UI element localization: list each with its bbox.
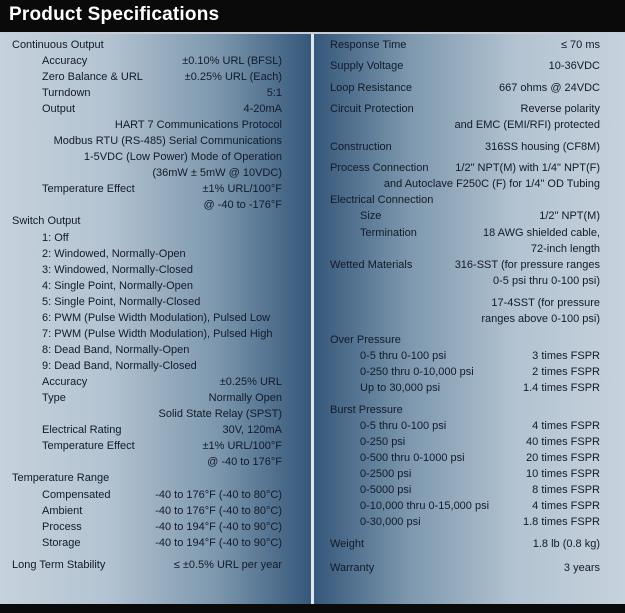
over-pressure-range: 0-5 thru 0-100 psi xyxy=(360,350,447,362)
long-term-stability-value: ≤ ±0.5% URL per year xyxy=(173,559,282,571)
circuit-protection-emc: and EMC (EMI/RFI) protected xyxy=(454,119,600,131)
burst-pressure-range: 0-500 thru 0-1000 psi xyxy=(360,452,465,464)
switch-mode-item: 8: Dead Band, Normally-Open xyxy=(42,344,190,356)
switch-mode-item: 2: Windowed, Normally-Open xyxy=(42,248,186,260)
over-pressure-value: 2 times FSPR xyxy=(532,366,600,378)
so-type-relay: Solid State Relay (SPST) xyxy=(158,408,282,420)
wetted-materials-range: 0-5 psi thru 0-100 psi) xyxy=(493,275,600,287)
process-connection-autoclave: and Autoclave F250C (F) for 1/4" OD Tubing xyxy=(383,178,600,190)
tr-compensated-value: -40 to 176°F (-40 to 80°C) xyxy=(155,489,282,501)
circuit-protection-value: Reverse polarity xyxy=(520,103,600,115)
switch-mode-item: 7: PWM (Pulse Width Modulation), Pulsed High xyxy=(42,328,273,340)
co-temp-effect-range: @ -40 to -176°F xyxy=(203,199,282,211)
burst-pressure-value: 1.8 times FSPR xyxy=(522,516,600,528)
co-accuracy-value: ±0.10% URL (BFSL) xyxy=(182,55,282,67)
co-output-modbus: Modbus RTU (RS-485) Serial Communications xyxy=(53,135,282,147)
over-pressure-heading: Over Pressure xyxy=(330,334,401,346)
loop-resistance-value: 667 ohms @ 24VDC xyxy=(498,82,600,94)
tr-storage-label: Storage xyxy=(42,537,81,549)
burst-pressure-value: 20 times FSPR xyxy=(526,452,600,464)
so-accuracy-value: ±0.25% URL xyxy=(219,376,282,388)
electrical-connection-heading: Electrical Connection xyxy=(330,194,434,206)
tr-compensated-label: Compensated xyxy=(42,489,111,501)
page-title: Product Specifications xyxy=(9,4,220,25)
size-value: 1/2" NPT(M) xyxy=(539,210,600,222)
warranty-label: Warranty xyxy=(330,562,375,574)
co-accuracy-label: Accuracy xyxy=(42,55,88,67)
header-bar xyxy=(0,0,625,34)
process-connection-value: 1/2" NPT(M) with 1/4" NPT(F) xyxy=(455,162,600,174)
response-time-label: Response Time xyxy=(330,39,407,51)
wetted-materials-label: Wetted Materials xyxy=(330,259,413,271)
so-type-value: Normally Open xyxy=(208,392,282,404)
so-temp-effect-label: Temperature Effect xyxy=(42,440,135,452)
so-type-label: Type xyxy=(42,392,66,404)
circuit-protection-label: Circuit Protection xyxy=(330,103,414,115)
termination-value: 18 AWG shielded cable, xyxy=(483,227,600,239)
co-zero-label: Zero Balance & URL xyxy=(42,71,143,83)
burst-pressure-value: 40 times FSPR xyxy=(526,436,600,448)
co-output-label: Output xyxy=(42,103,76,115)
switch-mode-item: 3: Windowed, Normally-Closed xyxy=(42,264,193,276)
co-output-lowpower-note: (36mW ± 5mW @ 10VDC) xyxy=(152,167,282,179)
tr-process-value: -40 to 194°F (-40 to 90°C) xyxy=(155,521,282,533)
co-temp-effect-label: Temperature Effect xyxy=(42,183,135,195)
burst-pressure-range: 0-2500 psi xyxy=(360,468,412,480)
loop-resistance-label: Loop Resistance xyxy=(330,82,412,94)
burst-pressure-range: 0-5 thru 0-100 psi xyxy=(360,420,447,432)
over-pressure-range: Up to 30,000 psi xyxy=(360,382,441,394)
tr-process-label: Process xyxy=(42,521,82,533)
switch-mode-item: 4: Single Point, Normally-Open xyxy=(42,280,194,292)
weight-label: Weight xyxy=(330,538,365,550)
so-temp-effect-value: ±1% URL/100°F xyxy=(202,440,282,452)
co-turndown-label: Turndown xyxy=(42,87,91,99)
continuous-output-heading: Continuous Output xyxy=(12,39,104,51)
switch-mode-item: 5: Single Point, Normally-Closed xyxy=(42,296,201,308)
warranty-value: 3 years xyxy=(563,562,600,574)
burst-pressure-value: 4 times FSPR xyxy=(532,420,600,432)
burst-pressure-range: 0-250 psi xyxy=(360,436,406,448)
burst-pressure-value: 8 times FSPR xyxy=(532,484,600,496)
construction-label: Construction xyxy=(330,141,392,153)
long-term-stability-label: Long Term Stability xyxy=(12,559,106,571)
response-time-value: ≤ 70 ms xyxy=(560,39,600,51)
co-turndown-value: 5:1 xyxy=(266,87,282,99)
switch-mode-item: 1: Off xyxy=(42,232,69,244)
burst-pressure-range: 0-30,000 psi xyxy=(360,516,421,528)
over-pressure-value: 3 times FSPR xyxy=(532,350,600,362)
co-output-lowpower: 1-5VDC (Low Power) Mode of Operation xyxy=(83,151,282,163)
co-output-hart: HART 7 Communications Protocol xyxy=(114,119,282,131)
co-temp-effect-value: ±1% URL/100°F xyxy=(202,183,282,195)
so-temp-effect-range: @ -40 to 176°F xyxy=(207,456,282,468)
wetted-materials-value: 316-SST (for pressure ranges xyxy=(454,259,600,271)
process-connection-label: Process Connection xyxy=(330,162,429,174)
so-rating-label: Electrical Rating xyxy=(42,424,122,436)
switch-mode-item: 6: PWM (Pulse Width Modulation), Pulsed Low xyxy=(42,312,271,324)
over-pressure-range: 0-250 thru 0-10,000 psi xyxy=(360,366,474,378)
supply-voltage-value: 10-36VDC xyxy=(548,60,600,72)
over-pressure-value: 1.4 times FSPR xyxy=(522,382,600,394)
co-zero-value: ±0.25% URL (Each) xyxy=(184,71,282,83)
so-rating-value: 30V, 120mA xyxy=(222,424,282,436)
burst-pressure-value: 10 times FSPR xyxy=(526,468,600,480)
termination-label: Termination xyxy=(360,227,417,239)
so-accuracy-label: Accuracy xyxy=(42,376,88,388)
burst-pressure-value: 4 times FSPR xyxy=(532,500,600,512)
switch-output-heading: Switch Output xyxy=(12,215,81,227)
tr-storage-value: -40 to 194°F (-40 to 90°C) xyxy=(155,537,282,549)
supply-voltage-label: Supply Voltage xyxy=(330,60,404,72)
burst-pressure-range: 0-10,000 thru 0-15,000 psi xyxy=(360,500,490,512)
switch-mode-item: 9: Dead Band, Normally-Closed xyxy=(42,360,197,372)
footer-bar xyxy=(0,604,625,613)
wetted-materials-alt: 17-4SST (for pressure xyxy=(491,297,600,309)
wetted-materials-alt-range: ranges above 0-100 psi) xyxy=(481,313,600,325)
temperature-range-heading: Temperature Range xyxy=(12,472,110,484)
burst-pressure-range: 0-5000 psi xyxy=(360,484,412,496)
co-output-value: 4-20mA xyxy=(243,103,282,115)
termination-length: 72-inch length xyxy=(530,243,600,255)
tr-ambient-label: Ambient xyxy=(42,505,83,517)
construction-value: 316SS housing (CF8M) xyxy=(485,141,600,153)
size-label: Size xyxy=(360,210,382,222)
weight-value: 1.8 lb (0.8 kg) xyxy=(532,538,600,550)
burst-pressure-heading: Burst Pressure xyxy=(330,404,403,416)
tr-ambient-value: -40 to 176°F (-40 to 80°C) xyxy=(155,505,282,517)
